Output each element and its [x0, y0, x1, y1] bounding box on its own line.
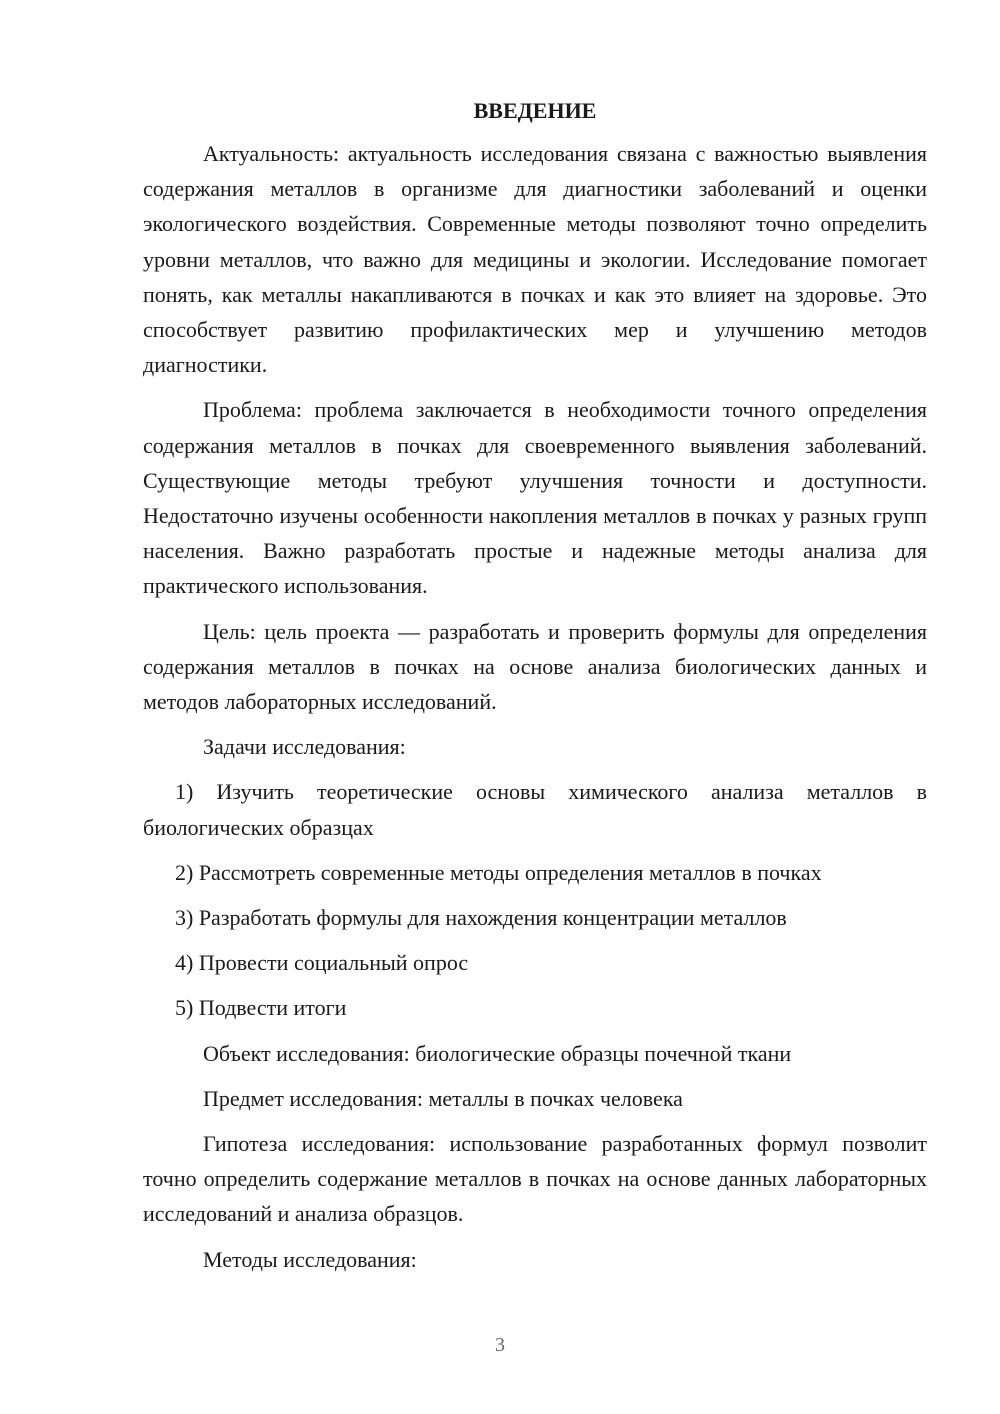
subject-paragraph: Предмет исследования: металлы в почках человека	[203, 1085, 683, 1111]
list-item: 4) Провести социальный опрос	[175, 950, 469, 976]
goal-paragraph: Цель: цель проекта — разработать и проверить формулы для определения содержания металлов в почках на основе анализа биологических данных и методов лабораторных исследований.	[143, 618, 927, 715]
tasks-list	[143, 774, 927, 1025]
tasks-heading: Задачи исследования:	[203, 734, 406, 760]
object-paragraph: Объект исследования: биологические образцы почечной ткани	[203, 1040, 792, 1066]
list-item: 1) Изучить теоретические основы химического анализа металлов в биологических образцах	[143, 779, 927, 840]
document-page	[143, 96, 927, 1287]
section-title: ВВЕДЕНИЕ	[473, 98, 597, 123]
page-number: 3	[495, 1334, 505, 1356]
problem-paragraph: Проблема: проблема заключается в необходимости точного определения содержания металлов в почках для своевременного выявления заболеваний. Существующие методы требуют улучшения точности и доступности. Недостаточно изучены особенности накопления металлов в почках у разных групп населения. Важно разработать простые и надежные методы анализа для практического использования.	[143, 397, 927, 599]
hypothesis-paragraph: Гипотеза исследования: использование разработанных формул позволит точно определить содержание металлов в почках на основе данных лабораторных исследований и анализа образцов.	[143, 1131, 927, 1227]
list-item: 3) Разработать формулы для нахождения концентрации металлов	[175, 905, 787, 931]
list-item: 2) Рассмотреть современные методы определения металлов в почках	[175, 859, 822, 885]
list-item: 5) Подвести итоги	[175, 995, 347, 1021]
relevance-paragraph: Актуальность: актуальность исследования связана с важностью выявления содержания металлов в организме для диагностики заболеваний и оценки экологического воздействия. Современные методы позволяют точно определить уровни металлов, что важно для медицины и экологии. Исследование помогает понять, как металлы накапливаются в почках и как это влияет на здоровье. Это способствует развитию профилактических мер и улучшению методов диагностики.	[143, 141, 927, 378]
methods-heading: Методы исследования:	[203, 1246, 417, 1272]
